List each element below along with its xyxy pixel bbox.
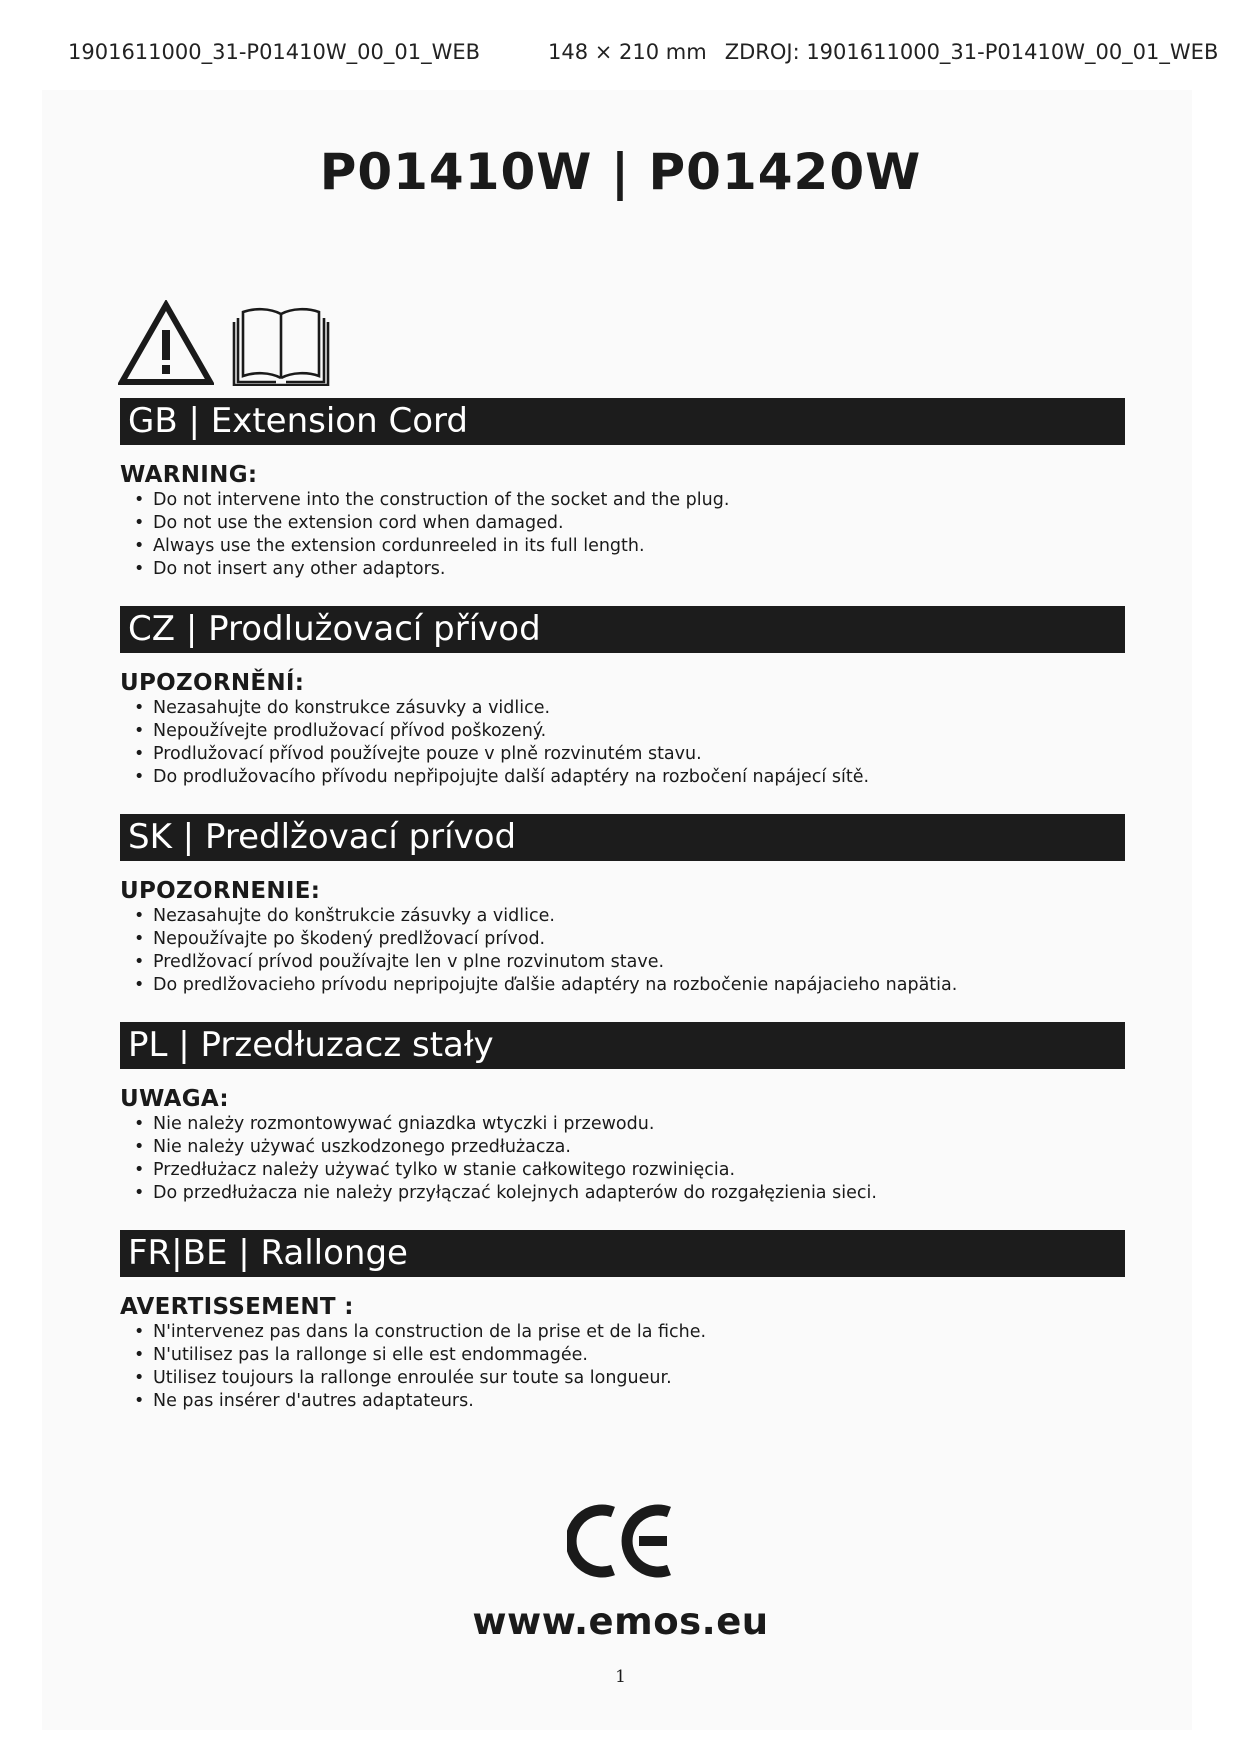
warning-list: [120, 905, 1125, 997]
section-title: SK | Predlžovací prívod: [120, 814, 1125, 861]
section-heading: WARNING:: [120, 462, 258, 488]
list-item: • Do przedłużacza nie należy przyłączać kolejnych adapterów do rozgałęzienia sieci.: [134, 1182, 1125, 1205]
list-item: • Nepoužívejte prodlužovací přívod poškozený.: [134, 720, 1125, 743]
section-title: FR|BE | Rallonge: [120, 1230, 1125, 1277]
header-doc-code: 1901611000_31-P01410W_00_01_WEB: [68, 40, 481, 64]
list-item: • Ne pas insérer d'autres adaptateurs.: [134, 1390, 1125, 1413]
section-heading: UWAGA:: [120, 1086, 229, 1112]
ce-mark-icon: [567, 1500, 679, 1582]
section-fr-be: [120, 1230, 1125, 1413]
section-cz: [120, 606, 1125, 789]
section-gb: [120, 398, 1125, 581]
page-number: 1: [615, 1667, 626, 1687]
header-source: ZDROJ: 1901611000_31-P01410W_00_01_WEB: [724, 40, 1219, 64]
section-pl: [120, 1022, 1125, 1205]
section-title: PL | Przedłuzacz stały: [120, 1022, 1125, 1069]
section-sk: [120, 814, 1125, 997]
warning-list: [120, 489, 1125, 581]
warning-list: [120, 1321, 1125, 1413]
list-item: • Do not use the extension cord when damaged.: [134, 512, 1125, 535]
list-item: • Nepoužívajte po škodený predlžovací prívod.: [134, 928, 1125, 951]
list-item: • Predlžovací prívod používajte len v plne rozvinutom stave.: [134, 951, 1125, 974]
list-item: • Nezasahujte do konštrukcie zásuvky a vidlice.: [134, 905, 1125, 928]
list-item: • N'intervenez pas dans la construction de la prise et de la fiche.: [134, 1321, 1125, 1344]
list-item: • Do not intervene into the construction of the socket and the plug.: [134, 489, 1125, 512]
list-item: • Nezasahujte do konstrukce zásuvky a vidlice.: [134, 697, 1125, 720]
list-item: • Do not insert any other adaptors.: [134, 558, 1125, 581]
section-title: CZ | Prodlužovací přívod: [120, 606, 1125, 653]
website-link[interactable]: www.emos.eu: [472, 1600, 769, 1643]
section-heading: UPOZORNĚNÍ:: [120, 670, 305, 696]
list-item: • Always use the extension cordunreeled in its full length.: [134, 535, 1125, 558]
warning-list: [120, 1113, 1125, 1205]
warning-triangle-icon: [118, 300, 214, 386]
list-item: • Nie należy używać uszkodzonego przedłużacza.: [134, 1136, 1125, 1159]
manual-book-icon: [232, 300, 330, 386]
list-item: • Do prodlužovacího přívodu nepřipojujte další adaptéry na rozbočení napájecí sítě.: [134, 766, 1125, 789]
list-item: • Prodlužovací přívod používejte pouze v plně rozvinutém stavu.: [134, 743, 1125, 766]
section-heading: UPOZORNENIE:: [120, 878, 321, 904]
list-item: • Przedłużacz należy używać tylko w stanie całkowitego rozwinięcia.: [134, 1159, 1125, 1182]
section-title: GB | Extension Cord: [120, 398, 1125, 445]
list-item: • N'utilisez pas la rallonge si elle est endommagée.: [134, 1344, 1125, 1367]
section-heading: AVERTISSEMENT :: [120, 1294, 354, 1320]
list-item: • Do predlžovacieho prívodu nepripojujte ďalšie adaptéry na rozbočenie napájacieho napätia.: [134, 974, 1125, 997]
header-meta: [548, 40, 1218, 64]
header-page-size: 148 × 210 mm: [548, 40, 707, 64]
list-item: • Utilisez toujours la rallonge enroulée sur toute sa longueur.: [134, 1367, 1125, 1390]
page-title: P01410W | P01420W: [319, 143, 922, 201]
list-item: • Nie należy rozmontowywać gniazdka wtyczki i przewodu.: [134, 1113, 1125, 1136]
warning-list: [120, 697, 1125, 789]
